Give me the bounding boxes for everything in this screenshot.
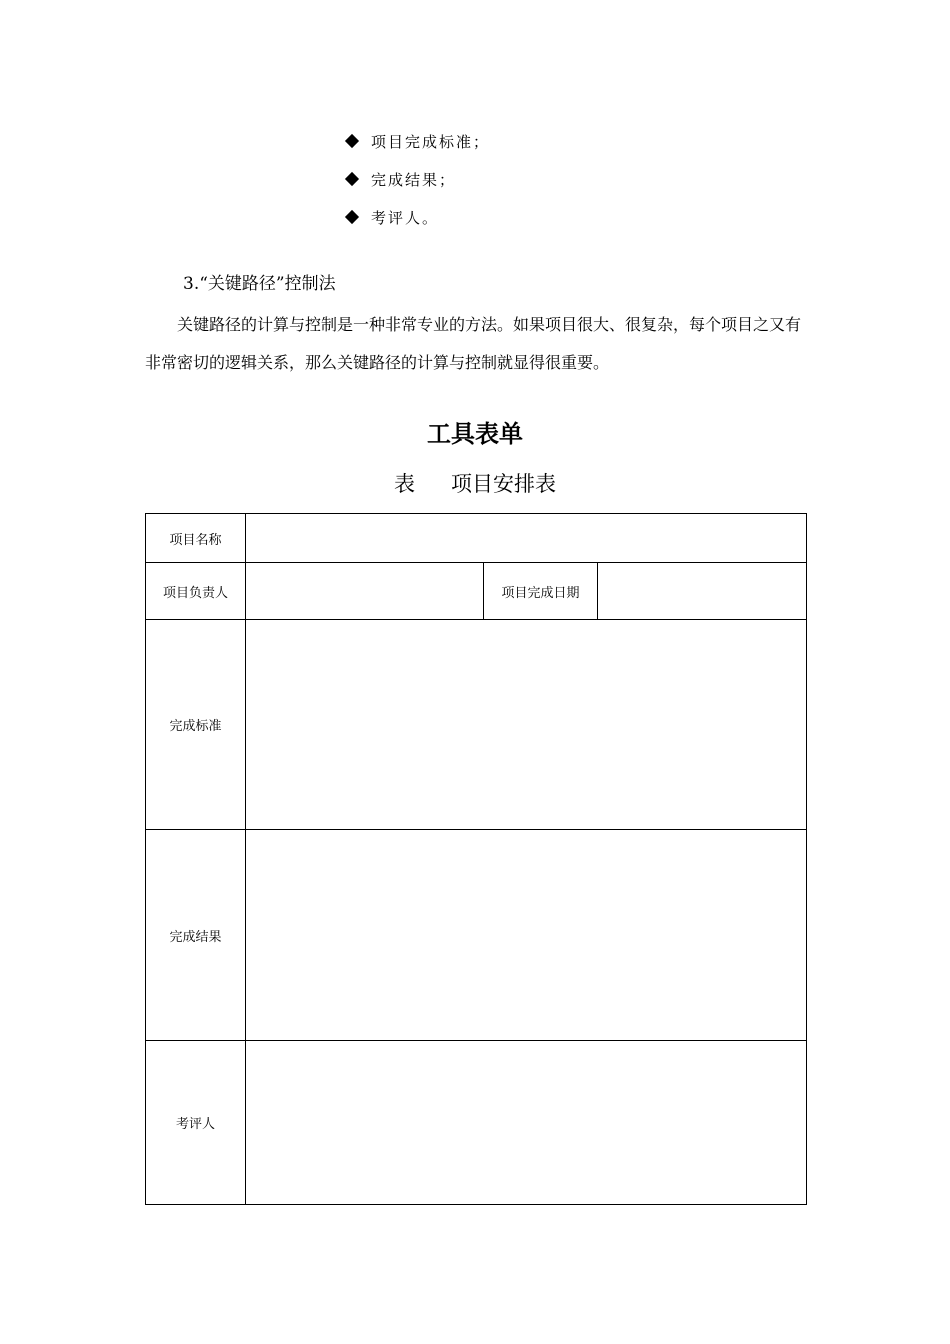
- result-cell[interactable]: [246, 830, 807, 1041]
- diamond-bullet-icon: [345, 210, 359, 224]
- standard-label: 完成标准: [146, 620, 246, 830]
- owner-cell[interactable]: [246, 563, 484, 620]
- table-caption: [0, 468, 950, 498]
- diamond-bullet-icon: [345, 134, 359, 148]
- bullet-text: 考评人。: [371, 208, 440, 227]
- body-paragraph: [145, 306, 810, 382]
- evaluator-label: 考评人: [146, 1041, 246, 1205]
- section-heading: 3.“关键路径”控制法: [183, 274, 336, 294]
- bullet-item: [344, 198, 490, 236]
- bullet-list: [344, 122, 490, 236]
- project-name-cell[interactable]: [246, 514, 807, 563]
- paragraph-text: 关键路径的计算与控制是一种非常专业的方法。如果项目很大、很复杂，每个项目之又有非常密切的逻辑关系，那么关键路径的计算与控制就显得很重要。: [145, 315, 802, 372]
- completion-date-cell[interactable]: [598, 563, 807, 620]
- bullet-item: [344, 160, 490, 198]
- standard-cell[interactable]: [246, 620, 807, 830]
- result-label: 完成结果: [146, 830, 246, 1041]
- evaluator-cell[interactable]: [246, 1041, 807, 1205]
- caption-name: 项目安排表: [451, 472, 556, 496]
- bullet-item: [344, 122, 490, 160]
- project-name-label: 项目名称: [146, 514, 246, 563]
- project-schedule-table: [145, 513, 807, 1205]
- completion-date-label: 项目完成日期: [484, 563, 598, 620]
- diamond-bullet-icon: [345, 172, 359, 186]
- tool-form-title: 工具表单: [427, 420, 523, 448]
- caption-prefix: 表: [394, 472, 415, 496]
- bullet-text: 完成结果；: [371, 170, 457, 189]
- bullet-text: 项目完成标准；: [371, 132, 491, 151]
- owner-label: 项目负责人: [146, 563, 246, 620]
